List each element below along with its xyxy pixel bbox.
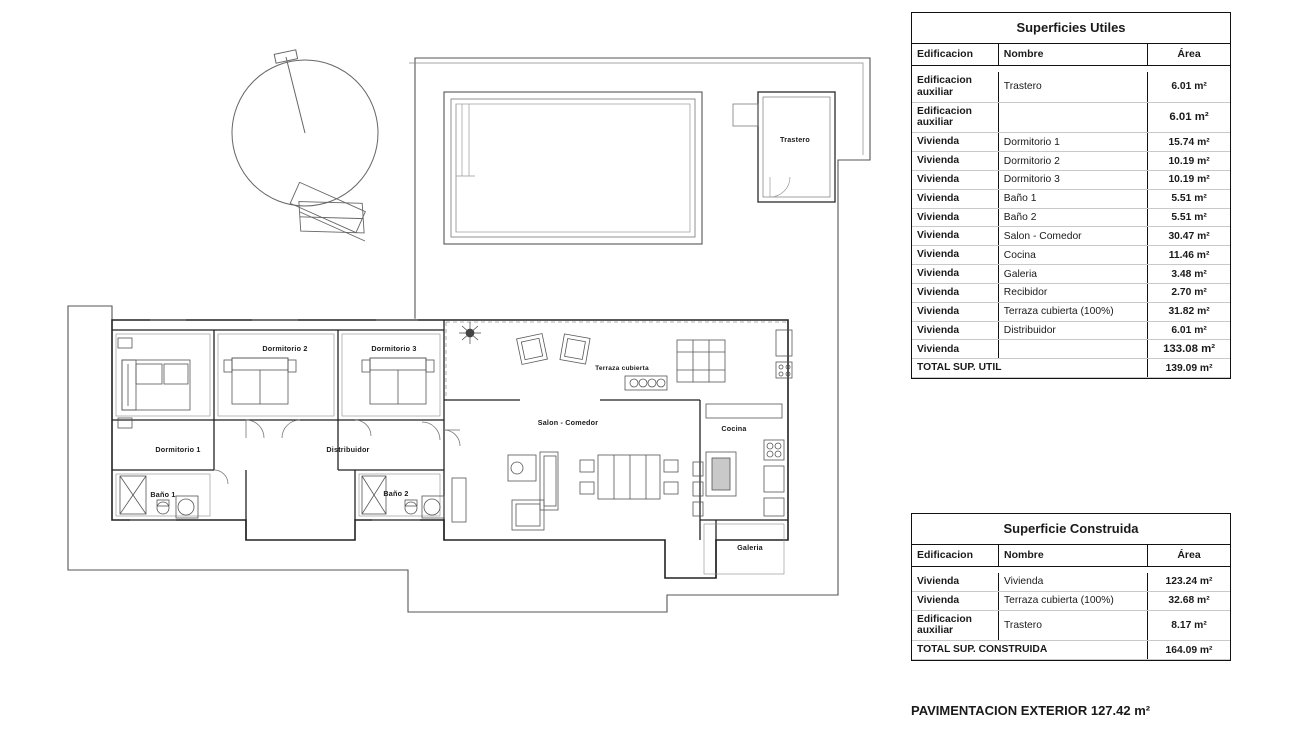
- cell-area: 133.08 m²: [1148, 340, 1230, 359]
- table-row: [912, 246, 1230, 265]
- cell-area: 32.68 m²: [1148, 591, 1230, 610]
- cell-area: 10.19 m²: [1148, 170, 1230, 189]
- room-label-dormitorio-2: Dormitorio 2: [262, 344, 308, 353]
- table-row: [912, 265, 1230, 284]
- cell-nombre: Distribuidor: [998, 321, 1147, 340]
- table-row: [912, 170, 1230, 189]
- cell-area: 3.48 m²: [1148, 265, 1230, 284]
- cell-edificacion: Vivienda: [912, 573, 998, 591]
- header-edificacion: Edificacion: [912, 44, 998, 66]
- cell-nombre: Cocina: [998, 246, 1147, 265]
- room-label-trastero: Trastero: [780, 135, 810, 144]
- room-label-salon-comedor: Salon - Comedor: [537, 418, 599, 427]
- table-row-subtotal: [912, 102, 1230, 133]
- table-row-total: [912, 641, 1230, 660]
- cell-total-area: 139.09 m²: [1148, 359, 1230, 378]
- cell-edificacion: Edificacion auxiliar: [912, 610, 998, 641]
- cell-edificacion: Vivienda: [912, 283, 998, 302]
- table-header-row: [912, 44, 1230, 66]
- cell-nombre: [998, 102, 1147, 133]
- table-title-row: [912, 514, 1230, 545]
- table-row: [912, 321, 1230, 340]
- cell-area: 2.70 m²: [1148, 283, 1230, 302]
- room-label-dormitorio-1: Dormitorio 1: [155, 445, 201, 454]
- cell-area: 6.01 m²: [1148, 72, 1230, 102]
- cell-edificacion: Vivienda: [912, 152, 998, 171]
- header-nombre: Nombre: [998, 545, 1147, 567]
- cell-nombre: Baño 1: [998, 189, 1147, 208]
- cell-nombre: Vivienda: [998, 573, 1147, 591]
- header-nombre: Nombre: [998, 44, 1147, 66]
- cell-edificacion: Vivienda: [912, 302, 998, 321]
- table-row: [912, 189, 1230, 208]
- cell-nombre: Trastero: [998, 72, 1147, 102]
- header-area: Área: [1148, 44, 1230, 66]
- cell-area: 8.17 m²: [1148, 610, 1230, 641]
- cell-edificacion: Vivienda: [912, 591, 998, 610]
- cell-nombre: Terraza cubierta (100%): [998, 302, 1147, 321]
- cell-edificacion: Vivienda: [912, 208, 998, 227]
- table-title-row: [912, 13, 1230, 44]
- cell-edificacion: Vivienda: [912, 321, 998, 340]
- cell-area: 10.19 m²: [1148, 152, 1230, 171]
- table-row: [912, 72, 1230, 102]
- table-row: [912, 302, 1230, 321]
- table-row: [912, 208, 1230, 227]
- room-label-distribuidor: Distribuidor: [326, 445, 370, 454]
- table-title: Superficie Construida: [912, 514, 1230, 545]
- table-title: Superficies Utiles: [912, 13, 1230, 44]
- cell-edificacion: Vivienda: [912, 189, 998, 208]
- room-label-cocina: Cocina: [721, 424, 747, 433]
- room-label-bano-1: Baño 1: [150, 490, 176, 499]
- table-header-row: [912, 545, 1230, 567]
- cell-edificacion: Vivienda: [912, 227, 998, 246]
- cell-nombre: Dormitorio 1: [998, 133, 1147, 152]
- cell-edificacion: Vivienda: [912, 133, 998, 152]
- cell-area: 123.24 m²: [1148, 573, 1230, 591]
- table-row: [912, 227, 1230, 246]
- room-label-terraza-cubierta: Terraza cubierta: [595, 365, 649, 372]
- cell-nombre: [998, 340, 1147, 359]
- room-label-bano-2: Baño 2: [383, 489, 409, 498]
- cell-edificacion: Vivienda: [912, 340, 998, 359]
- room-label-galeria: Galeria: [737, 543, 763, 552]
- cell-edificacion: Edificacion auxiliar: [912, 102, 998, 133]
- cell-area: 30.47 m²: [1148, 227, 1230, 246]
- header-area: Área: [1148, 545, 1230, 567]
- cell-edificacion: Edificacion auxiliar: [912, 72, 998, 102]
- cell-nombre: Baño 2: [998, 208, 1147, 227]
- cell-nombre: Dormitorio 2: [998, 152, 1147, 171]
- cell-nombre: Recibidor: [998, 283, 1147, 302]
- cell-area: 11.46 m²: [1148, 246, 1230, 265]
- cell-edificacion: Vivienda: [912, 265, 998, 284]
- cell-total-label: TOTAL SUP. CONSTRUIDA: [912, 641, 1148, 660]
- cell-area: 5.51 m²: [1148, 208, 1230, 227]
- cell-edificacion: Vivienda: [912, 170, 998, 189]
- table-row: [912, 283, 1230, 302]
- cell-nombre: Dormitorio 3: [998, 170, 1147, 189]
- cell-area: 15.74 m²: [1148, 133, 1230, 152]
- table-row: [912, 610, 1230, 641]
- header-edificacion: Edificacion: [912, 545, 998, 567]
- table-row-total: [912, 359, 1230, 378]
- cell-nombre: Terraza cubierta (100%): [998, 591, 1147, 610]
- table-superficie-construida: [911, 513, 1231, 661]
- cell-nombre: Galeria: [998, 265, 1147, 284]
- cell-area: 5.51 m²: [1148, 189, 1230, 208]
- cell-edificacion: Vivienda: [912, 246, 998, 265]
- table-row-subtotal: [912, 340, 1230, 359]
- table-superficies-utiles: [911, 12, 1231, 379]
- cell-total-label: TOTAL SUP. UTIL: [912, 359, 1148, 378]
- cell-area: 6.01 m²: [1148, 102, 1230, 133]
- table-row: [912, 573, 1230, 591]
- table-row: [912, 152, 1230, 171]
- cell-total-area: 164.09 m²: [1148, 641, 1230, 660]
- cell-area: 31.82 m²: [1148, 302, 1230, 321]
- table-row: [912, 133, 1230, 152]
- room-label-dormitorio-3: Dormitorio 3: [371, 344, 417, 353]
- pavimentacion-exterior-total: PAVIMENTACION EXTERIOR 127.42 m²: [911, 703, 1151, 718]
- cell-nombre: Trastero: [998, 610, 1147, 641]
- cell-area: 6.01 m²: [1148, 321, 1230, 340]
- table-row: [912, 591, 1230, 610]
- cell-nombre: Salon - Comedor: [998, 227, 1147, 246]
